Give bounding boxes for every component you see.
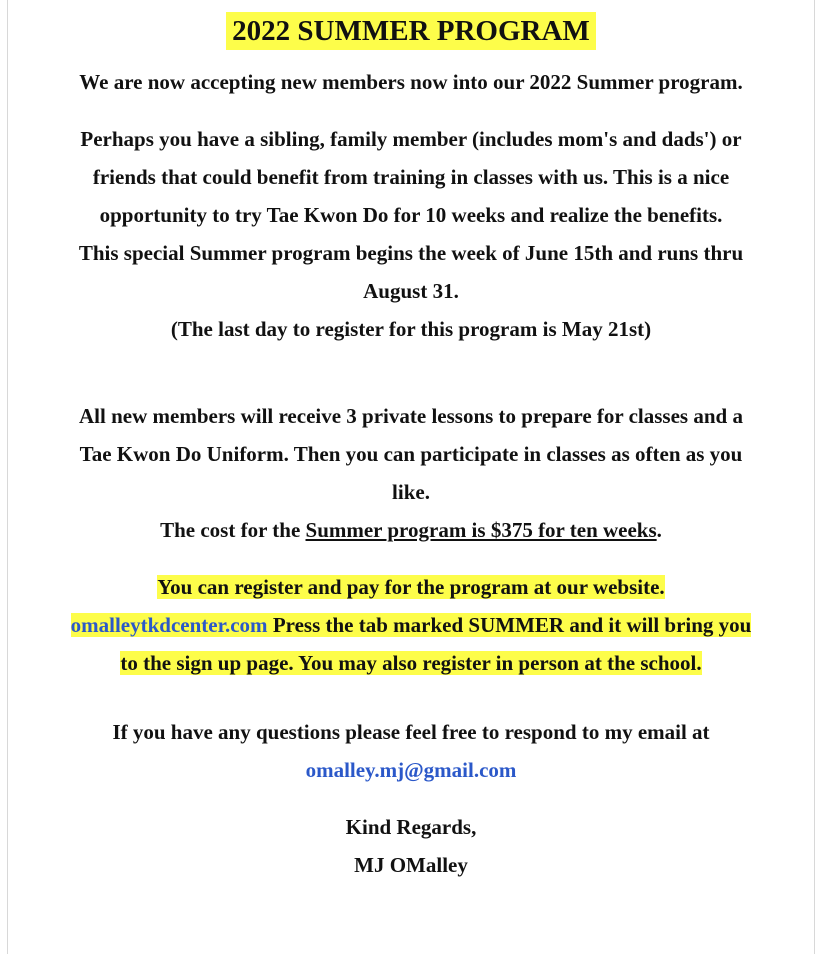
membership-benefits-paragraph xyxy=(8,397,814,549)
benefits-line: like. xyxy=(392,480,430,504)
details-line: friends that could benefit from training in classes with us. This is a nice xyxy=(92,165,730,189)
benefits-line: Tae Kwon Do Uniform. Then you can participate in classes as often as you xyxy=(79,442,743,466)
details-line: Perhaps you have a sibling, family member (includes mom's and dads') or xyxy=(80,127,742,151)
details-line: August 31. xyxy=(363,279,459,303)
benefits-line: All new members will receive 3 private lessons to prepare for classes and a xyxy=(79,404,743,428)
registration-line xyxy=(8,644,814,682)
signature-block xyxy=(8,808,814,884)
email-line xyxy=(8,751,814,789)
cost-suffix: . xyxy=(656,518,662,542)
registration-paragraph xyxy=(8,568,814,682)
salutation: Kind Regards, xyxy=(345,815,477,839)
registration-text: to the sign up page. You may also register in person at the school. xyxy=(120,651,702,675)
website-link[interactable]: omalleytkdcenter.com xyxy=(70,613,268,637)
cost-line xyxy=(8,511,814,549)
details-line: opportunity to try Tae Kwon Do for 10 weeks and realize the benefits. xyxy=(99,203,723,227)
sender-name: MJ OMalley xyxy=(354,853,468,877)
page-right-edge xyxy=(814,0,815,954)
details-line: This special Summer program begins the week of June 15th and runs thru xyxy=(78,241,744,265)
registration-highlight xyxy=(71,613,752,637)
registration-deadline: (The last day to register for this program is May 21st) xyxy=(170,317,652,341)
cost-prefix: The cost for the xyxy=(160,518,306,542)
program-details-paragraph xyxy=(8,120,814,348)
email-link[interactable]: omalley.mj@gmail.com xyxy=(305,758,517,782)
page-title: 2022 SUMMER PROGRAM xyxy=(226,12,596,50)
email-body xyxy=(8,0,814,884)
intro-paragraph xyxy=(8,63,814,101)
registration-text: Press the tab marked SUMMER and it will bring you xyxy=(267,613,752,637)
intro-text: We are now accepting new members now into our 2022 Summer program. xyxy=(79,70,743,94)
cost-underlined: Summer program is $375 for ten weeks xyxy=(305,518,657,542)
questions-text: If you have any questions please feel free to respond to my email at xyxy=(112,720,710,744)
registration-line xyxy=(8,606,814,644)
registration-text: You can register and pay for the program at our website. xyxy=(157,575,665,599)
registration-line xyxy=(8,568,814,606)
questions-paragraph xyxy=(8,713,814,789)
